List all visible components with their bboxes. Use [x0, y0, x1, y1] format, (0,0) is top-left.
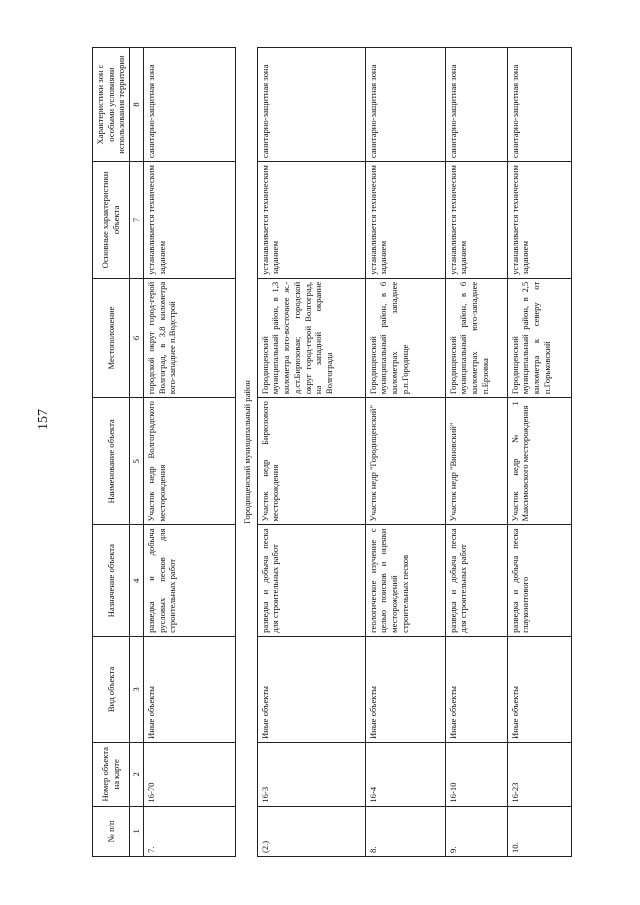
header-cell: Характеристики зон с особыми условиями использования территории [93, 48, 130, 162]
object-name: Участок недр "Городищенский" [365, 398, 445, 525]
object-characteristics: устанавливается техническим заданием [507, 162, 571, 279]
column-number: 1 [130, 806, 144, 856]
object-purpose: геологическое изучение с целью поисков и оценки месторождений строительных песков [365, 525, 445, 636]
object-location: Городищенский муниципальный район, в 1,3 километра юго-восточнее ж.-д.ст.Бирюзовая; городской округ город-герой Волгоград, на западной окраине Волгограда [257, 278, 365, 397]
object-number: 16-70 [143, 742, 235, 806]
table-row [143, 48, 235, 857]
row-index: 8. [365, 806, 445, 856]
table-row [257, 48, 365, 857]
table-row [445, 48, 507, 857]
header-cell: № п/п [93, 806, 130, 856]
header-cell: Наименование объекта [93, 398, 130, 525]
objects-table [92, 47, 572, 857]
object-purpose: разведка и добыча песка для строительных работ [257, 525, 365, 636]
object-characteristics: устанавливается техническим заданием [445, 162, 507, 279]
object-purpose: разведка и добыча русловых песков для строительных работ [143, 525, 235, 636]
column-number: 2 [130, 742, 144, 806]
table-row [507, 48, 571, 857]
row-index: 10. [507, 806, 571, 856]
column-number: 6 [130, 278, 144, 397]
column-number: 8 [130, 48, 144, 162]
object-zone: санитарно-защитная зона [143, 48, 235, 162]
object-number: 16-10 [445, 742, 507, 806]
object-kind: Иные объекты [445, 636, 507, 742]
object-characteristics: устанавливается техническим заданием [365, 162, 445, 279]
column-number: 5 [130, 398, 144, 525]
header-cell: Местоположение [93, 278, 130, 397]
row-index: (2.) [257, 806, 365, 856]
object-kind: Иные объекты [507, 636, 571, 742]
object-zone: санитарно-защитная зона [507, 48, 571, 162]
object-location: Городищенский муниципальный район, в 6 километрах западнее р.п.Городище [365, 278, 445, 397]
header-cell: Назначение объекта [93, 525, 130, 636]
object-number: 16-23 [507, 742, 571, 806]
object-location: Городищенский муниципальный район, в 6 километрах юго-западнее п.Ерзовка [445, 278, 507, 397]
object-kind: Иные объекты [365, 636, 445, 742]
row-index: 7. [143, 806, 235, 856]
object-name: Участок недр № 1 Максимовского месторождения [507, 398, 571, 525]
object-number: 16-3 [257, 742, 365, 806]
object-zone: санитарно-защитная зона [445, 48, 507, 162]
object-characteristics: устанавливается техническим заданием [257, 162, 365, 279]
column-number: 4 [130, 525, 144, 636]
object-kind: Иные объекты [257, 636, 365, 742]
header-row [93, 48, 130, 857]
column-number: 3 [130, 636, 144, 742]
section-title: Городищенский муниципальный район [241, 380, 252, 524]
object-zone: санитарно-защитная зона [365, 48, 445, 162]
object-name: Участок недр Волгоградского месторождения [143, 398, 235, 525]
column-number: 7 [130, 162, 144, 279]
table-row [365, 48, 445, 857]
row-index: 9. [445, 806, 507, 856]
header-cell: Основные характеристики объекта [93, 162, 130, 279]
object-purpose: разведка и добыча песка глауконитового [507, 525, 571, 636]
rotated-page [92, 47, 602, 857]
object-number: 16-4 [365, 742, 445, 806]
page-number: 157 [36, 409, 51, 430]
object-characteristics: устанавливается техническим заданием [143, 162, 235, 279]
object-zone: санитарно-защитная зона [257, 48, 365, 162]
section-row [235, 48, 257, 857]
object-kind: Иные объекты [143, 636, 235, 742]
object-location: городской округ город-герой Волгоград, в 3,8 километра юго-западнее п.Водстрой [143, 278, 235, 397]
object-name: Участок недр "Виновский" [445, 398, 507, 525]
object-purpose: разведка и добыча песка для строительных работ [445, 525, 507, 636]
object-location: Городищенский муниципальный район, в 2,5 километра к северу от п.Горьковский [507, 278, 571, 397]
header-cell: Вид объекта [93, 636, 130, 742]
column-number-row [130, 48, 144, 857]
object-name: Участок недр Бирюзового месторождения [257, 398, 365, 525]
header-cell: Номер объекта на карте [93, 742, 130, 806]
